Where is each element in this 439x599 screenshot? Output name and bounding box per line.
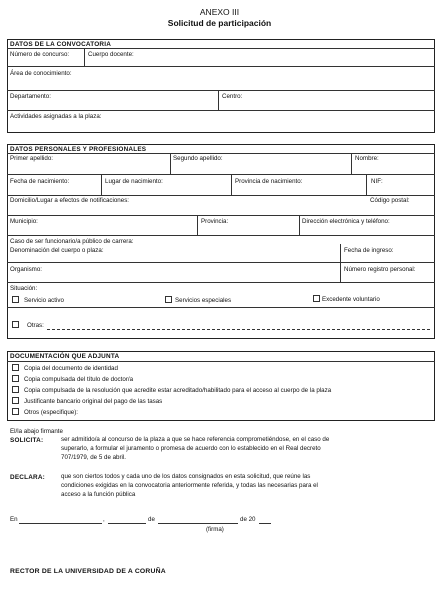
fecha-nacimiento-label: Fecha de nacimiento:: [10, 178, 70, 185]
rector-label: RECTOR DE LA UNIVERSIDAD DE A CORUÑA: [10, 568, 166, 575]
primer-apellido-label: Primer apellido:: [10, 155, 53, 162]
resolucion-checkbox[interactable]: [12, 386, 19, 393]
area-conocimiento-label: Área de conocimiento:: [10, 70, 72, 77]
solicita-text: 707/1979, de 5 de abril.: [61, 454, 127, 461]
centro-label: Centro:: [222, 93, 243, 100]
justificante-checkbox[interactable]: [12, 397, 19, 404]
solicita-text: ser admitido/a al concurso de la plaza a que se hace referencia comprometiéndose, en el caso de: [61, 436, 330, 443]
provincia-label: Provincia:: [201, 218, 229, 225]
segundo-apellido-label: Segundo apellido:: [173, 155, 223, 162]
servicio-activo-checkbox[interactable]: [12, 296, 19, 303]
solicita-label: SOLICITA:: [10, 437, 44, 444]
personales-heading: DATOS PERSONALES Y PROFESIONALES: [10, 146, 147, 153]
lugar-nacimiento-label: Lugar de nacimiento:: [105, 178, 163, 185]
caso-funcionario-label: Caso de ser funcionario/a público de carrera:: [10, 238, 134, 245]
fecha-ingreso-label: Fecha de ingreso:: [344, 247, 394, 254]
actividades-label: Actividades asignadas a la plaza:: [10, 113, 102, 120]
convocatoria-heading: DATOS DE LA CONVOCATORIA: [10, 41, 112, 48]
nif-label: NIF:: [371, 178, 383, 185]
documentacion-heading: DOCUMENTACIÓN QUE ADJUNTA: [10, 353, 120, 360]
numero-concurso-label: Número de concurso:: [10, 51, 70, 58]
mes-field[interactable]: [158, 523, 238, 524]
firmante-label: El/la abajo firmante: [10, 428, 63, 435]
departamento-label: Departamento:: [10, 93, 51, 100]
servicio-activo-label: Servicio activo: [24, 297, 64, 304]
declara-text: condiciones exigidas en la convocatoria anteriormente referida, y todas las necesarias para el: [61, 482, 318, 489]
form-title: Solicitud de participación: [167, 18, 272, 28]
en-label: En: [10, 516, 18, 523]
excedente-checkbox[interactable]: [313, 295, 320, 302]
situacion-label: Situación:: [10, 285, 38, 292]
codigo-postal-label: Código postal:: [370, 197, 410, 204]
declara-label: DECLARA:: [10, 474, 45, 481]
doc-item-label: Otros (especifique):: [24, 409, 78, 416]
doc-item-label: Copia del documento de identidad: [24, 365, 118, 372]
annex-label: ANEXO III: [199, 7, 240, 17]
titulo-doctor-checkbox[interactable]: [12, 375, 19, 382]
doc-identidad-checkbox[interactable]: [12, 364, 19, 371]
otras-field[interactable]: [47, 329, 430, 330]
de-20-label: de 20: [240, 516, 256, 523]
declara-text: acceso a la función pública: [61, 491, 136, 498]
lugar-field[interactable]: [19, 523, 102, 524]
domicilio-label: Domicilio/Lugar a efectos de notificaciones:: [10, 197, 130, 204]
firma-label: (firma): [206, 526, 224, 533]
nombre-label: Nombre:: [355, 155, 379, 162]
doc-item-label: Justificante bancario original del pago de las tasas: [24, 398, 163, 405]
otras-label: Otras:: [27, 322, 44, 329]
otras-checkbox[interactable]: [12, 321, 19, 328]
organismo-label: Organismo:: [10, 266, 42, 273]
servicios-especiales-checkbox[interactable]: [165, 296, 172, 303]
doc-item-label: Copia compulsada de la resolución que acredite estar acreditado/habilitado para el acceso al cuerpo de la plaza: [24, 387, 332, 394]
cuerpo-docente-label: Cuerpo docente:: [88, 51, 134, 58]
dia-field[interactable]: [108, 523, 146, 524]
numero-registro-label: Número registro personal:: [344, 266, 416, 273]
anio-field[interactable]: [259, 523, 271, 524]
denominacion-label: Denominación del cuerpo o plaza:: [10, 247, 104, 254]
provincia-nacimiento-label: Provincia de nacimiento:: [235, 178, 303, 185]
municipio-label: Municipio:: [10, 218, 38, 225]
servicios-especiales-label: Servicios especiales: [175, 297, 232, 304]
de-label: de: [148, 516, 155, 523]
email-telefono-label: Dirección electrónica y teléfono:: [302, 218, 390, 225]
declara-text: que son ciertos todos y cada uno de los datos consignados en esta solicitud, que reúne las: [61, 473, 311, 480]
doc-item-label: Copia compulsada del título de doctor/a: [24, 376, 134, 383]
otros-checkbox[interactable]: [12, 408, 19, 415]
excedente-label: Excedente voluntario: [322, 296, 380, 303]
solicita-text: superarlo, a formular el juramento o promesa de acuerdo con lo establecido en el Real decreto: [61, 445, 321, 452]
